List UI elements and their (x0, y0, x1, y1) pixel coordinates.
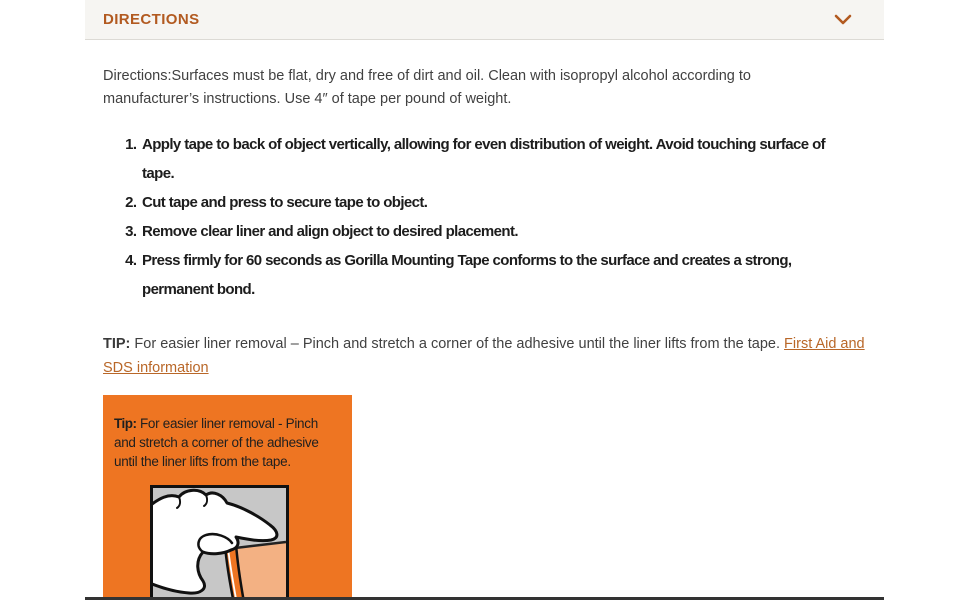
tip-label: TIP: (103, 336, 131, 352)
directions-steps-list (103, 130, 860, 304)
first-aid-sds-link[interactable]: First Aid and SDS information (103, 336, 865, 376)
accordion-header-directions[interactable] (85, 0, 884, 40)
tip-image (103, 395, 352, 600)
liner-peel-drawing (153, 488, 286, 600)
tip-paragraph (103, 333, 866, 380)
tip-image-caption-label: Tip: (114, 416, 137, 431)
directions-intro-text: Directions:Surfaces must be flat, dry and free of dirt and oil. Clean with isopropyl alcohol according to manufacturer’s instructions. Use 4″ of tape per pound of weight. (103, 68, 751, 107)
tip-image-caption-text: For easier liner removal - Pinch and stretch a corner of the adhesive until the liner lifts from the tape. (114, 416, 319, 469)
step-item: 3. Remove clear liner and align object to desired placement. (140, 217, 860, 246)
step-item: 1. Apply tape to back of object vertically, allowing for even distribution of weight. Avoid touching surface of tape. (140, 130, 860, 188)
accordion-body-directions (85, 40, 884, 600)
accordion-title: DIRECTIONS (103, 11, 200, 28)
step-item: 4. Press firmly for 60 seconds as Gorilla Mounting Tape conforms to the surface and creates a strong, permanent bond. (140, 246, 860, 304)
liner-peel-illustration (150, 485, 289, 600)
step-item: 2. Cut tape and press to secure tape to object. (140, 188, 860, 217)
tip-text: For easier liner removal – Pinch and stretch a corner of the adhesive until the liner lifts from the tape. (130, 336, 785, 352)
chevron-down-icon[interactable] (834, 14, 852, 26)
tip-image-caption (114, 414, 342, 471)
